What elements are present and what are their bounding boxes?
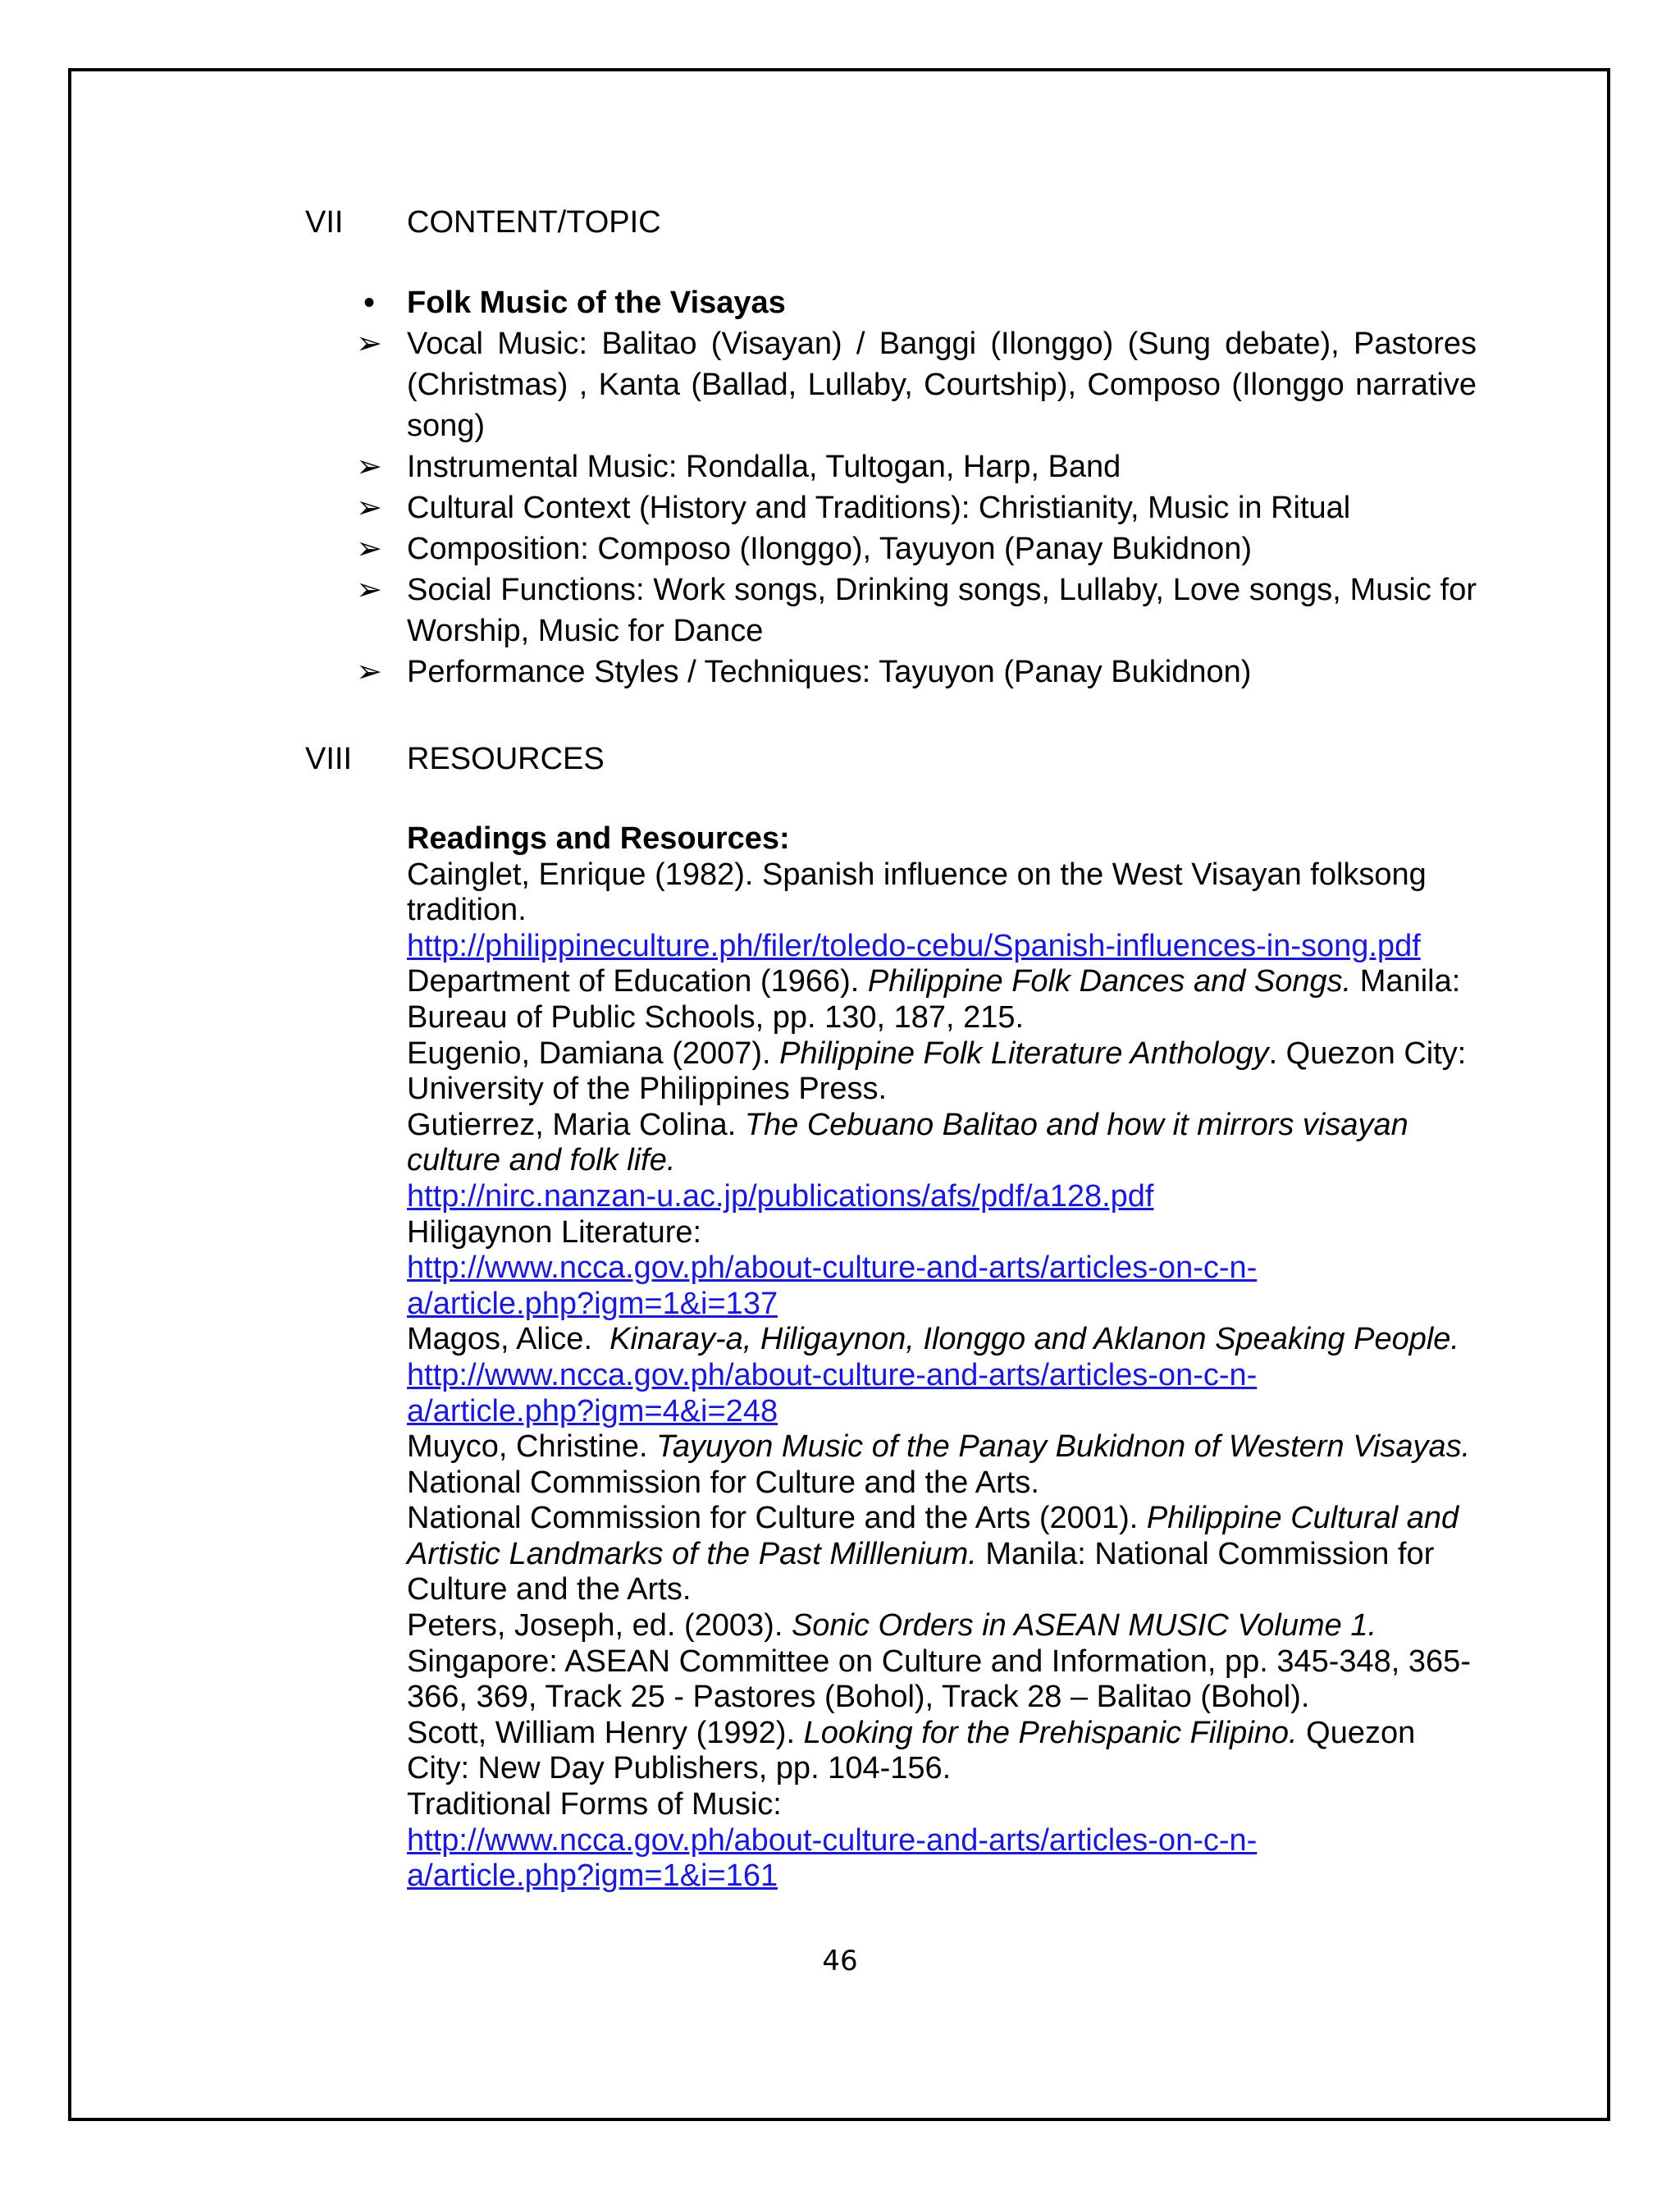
list-item (353, 323, 1477, 446)
section-7-number: VII (305, 205, 344, 240)
arrow-bullet-icon: ➢ (356, 491, 382, 525)
resources-subheading: Readings and Resources: (407, 821, 790, 856)
reference-line: Gutierrez, Maria Colina. The Cebuano Balitao and how it mirrors visayan (407, 1107, 1408, 1142)
list-item (353, 652, 1477, 693)
section-8-number: VIII (305, 742, 353, 776)
page-number: 46 (822, 1945, 858, 1977)
reference-link[interactable]: http://www.ncca.gov.ph/about-culture-and-arts/articles-on-c-n- (407, 1357, 1258, 1392)
resources-list (407, 821, 1498, 1895)
reference-line: Cainglet, Enrique (1982). Spanish influence on the West Visayan folksong (407, 857, 1427, 892)
reference-link[interactable]: a/article.php?igm=4&i=248 (407, 1393, 778, 1429)
reference-link[interactable]: http://www.ncca.gov.ph/about-culture-and-arts/articles-on-c-n- (407, 1822, 1258, 1858)
reference-line: Peters, Joseph, ed. (2003). Sonic Orders in ASEAN MUSIC Volume 1. (407, 1608, 1377, 1644)
reference-link[interactable]: http://www.ncca.gov.ph/about-culture-and-arts/articles-on-c-n- (407, 1250, 1258, 1286)
bullet-icon: • (363, 286, 375, 320)
reference-line: Hiligaynon Literature: (407, 1214, 702, 1250)
list-item (353, 446, 1477, 487)
topic-heading-item (353, 282, 1477, 323)
reference-line: Muyco, Christine. Tayuyon Music of the Panay Bukidnon of Western Visayas. (407, 1429, 1471, 1465)
reference-line: City: New Day Publishers, pp. 104-156. (407, 1751, 952, 1786)
arrow-bullet-icon: ➢ (356, 655, 382, 689)
reference-line: National Commission for Culture and the Arts. (407, 1465, 1039, 1500)
list-item-text: Performance Styles / Techniques: Tayuyon (Panay Bukidnon) (407, 655, 1252, 689)
reference-line: 366, 369, Track 25 - Pastores (Bohol), Track 28 – Balitao (Bohol). (407, 1680, 1310, 1715)
topic-heading-text: Folk Music of the Visayas (407, 286, 786, 320)
reference-line: culture and folk life. (407, 1143, 676, 1178)
section-7-title: CONTENT/TOPIC (407, 205, 661, 240)
list-item-text: Social Functions: Work songs, Drinking songs, Lullaby, Love songs, Music for Worship, Music for Dance (407, 573, 1477, 648)
reference-line: Culture and the Arts. (407, 1572, 692, 1607)
arrow-bullet-icon: ➢ (356, 532, 382, 566)
reference-line: Traditional Forms of Music: (407, 1787, 782, 1822)
list-item (353, 528, 1477, 569)
arrow-bullet-icon: ➢ (356, 450, 382, 484)
reference-line: Singapore: ASEAN Committee on Culture and Information, pp. 345-348, 365- (407, 1644, 1471, 1679)
reference-line: Scott, William Henry (1992). Looking for the Prehispanic Filipino. Quezon (407, 1715, 1416, 1750)
list-item-text: Cultural Context (History and Traditions): Christianity, Music in Ritual (407, 491, 1351, 525)
section-8-title: RESOURCES (407, 742, 605, 776)
list-item-text: Composition: Composo (Ilonggo), Tayuyon (Panay Bukidnon) (407, 532, 1253, 566)
list-item-text: Instrumental Music: Rondalla, Tultogan, Harp, Band (407, 450, 1121, 484)
arrow-bullet-icon: ➢ (356, 573, 382, 607)
arrow-bullet-icon: ➢ (356, 327, 382, 361)
reference-line: tradition. (407, 893, 527, 928)
reference-line: Artistic Landmarks of the Past Milllenium. Manila: National Commission for (407, 1536, 1435, 1571)
reference-link[interactable]: http://nirc.nanzan-u.ac.jp/publications/afs/pdf/a128.pdf (407, 1178, 1154, 1214)
reference-link[interactable]: a/article.php?igm=1&i=137 (407, 1286, 778, 1321)
reference-line: National Commission for Culture and the Arts (2001). Philippine Cultural and (407, 1501, 1459, 1536)
list-item (353, 487, 1477, 528)
reference-line: Eugenio, Damiana (2007). Philippine Folk Literature Anthology. Quezon City: (407, 1036, 1467, 1071)
reference-line: University of the Philippines Press. (407, 1072, 888, 1107)
reference-line: Magos, Alice. Kinaray-a, Hiligaynon, Ilonggo and Aklanon Speaking People. (407, 1322, 1459, 1357)
topic-list (353, 282, 1477, 693)
reference-link[interactable]: http://philippineculture.ph/filer/toledo-cebu/Spanish-influences-in-song.pdf (407, 928, 1421, 963)
reference-line: Bureau of Public Schools, pp. 130, 187, 215. (407, 999, 1025, 1035)
reference-line: Department of Education (1966). Philippine Folk Dances and Songs. Manila: (407, 964, 1461, 999)
list-item-text: Vocal Music: Balitao (Visayan) / Banggi (Ilonggo) (Sung debate), Pastores (Christmas) , Kanta (Ballad, Lullaby, Courtship), Composo (Ilonggo narrative song) (407, 327, 1477, 443)
reference-link[interactable]: a/article.php?igm=1&i=161 (407, 1859, 778, 1894)
list-item (353, 569, 1477, 652)
